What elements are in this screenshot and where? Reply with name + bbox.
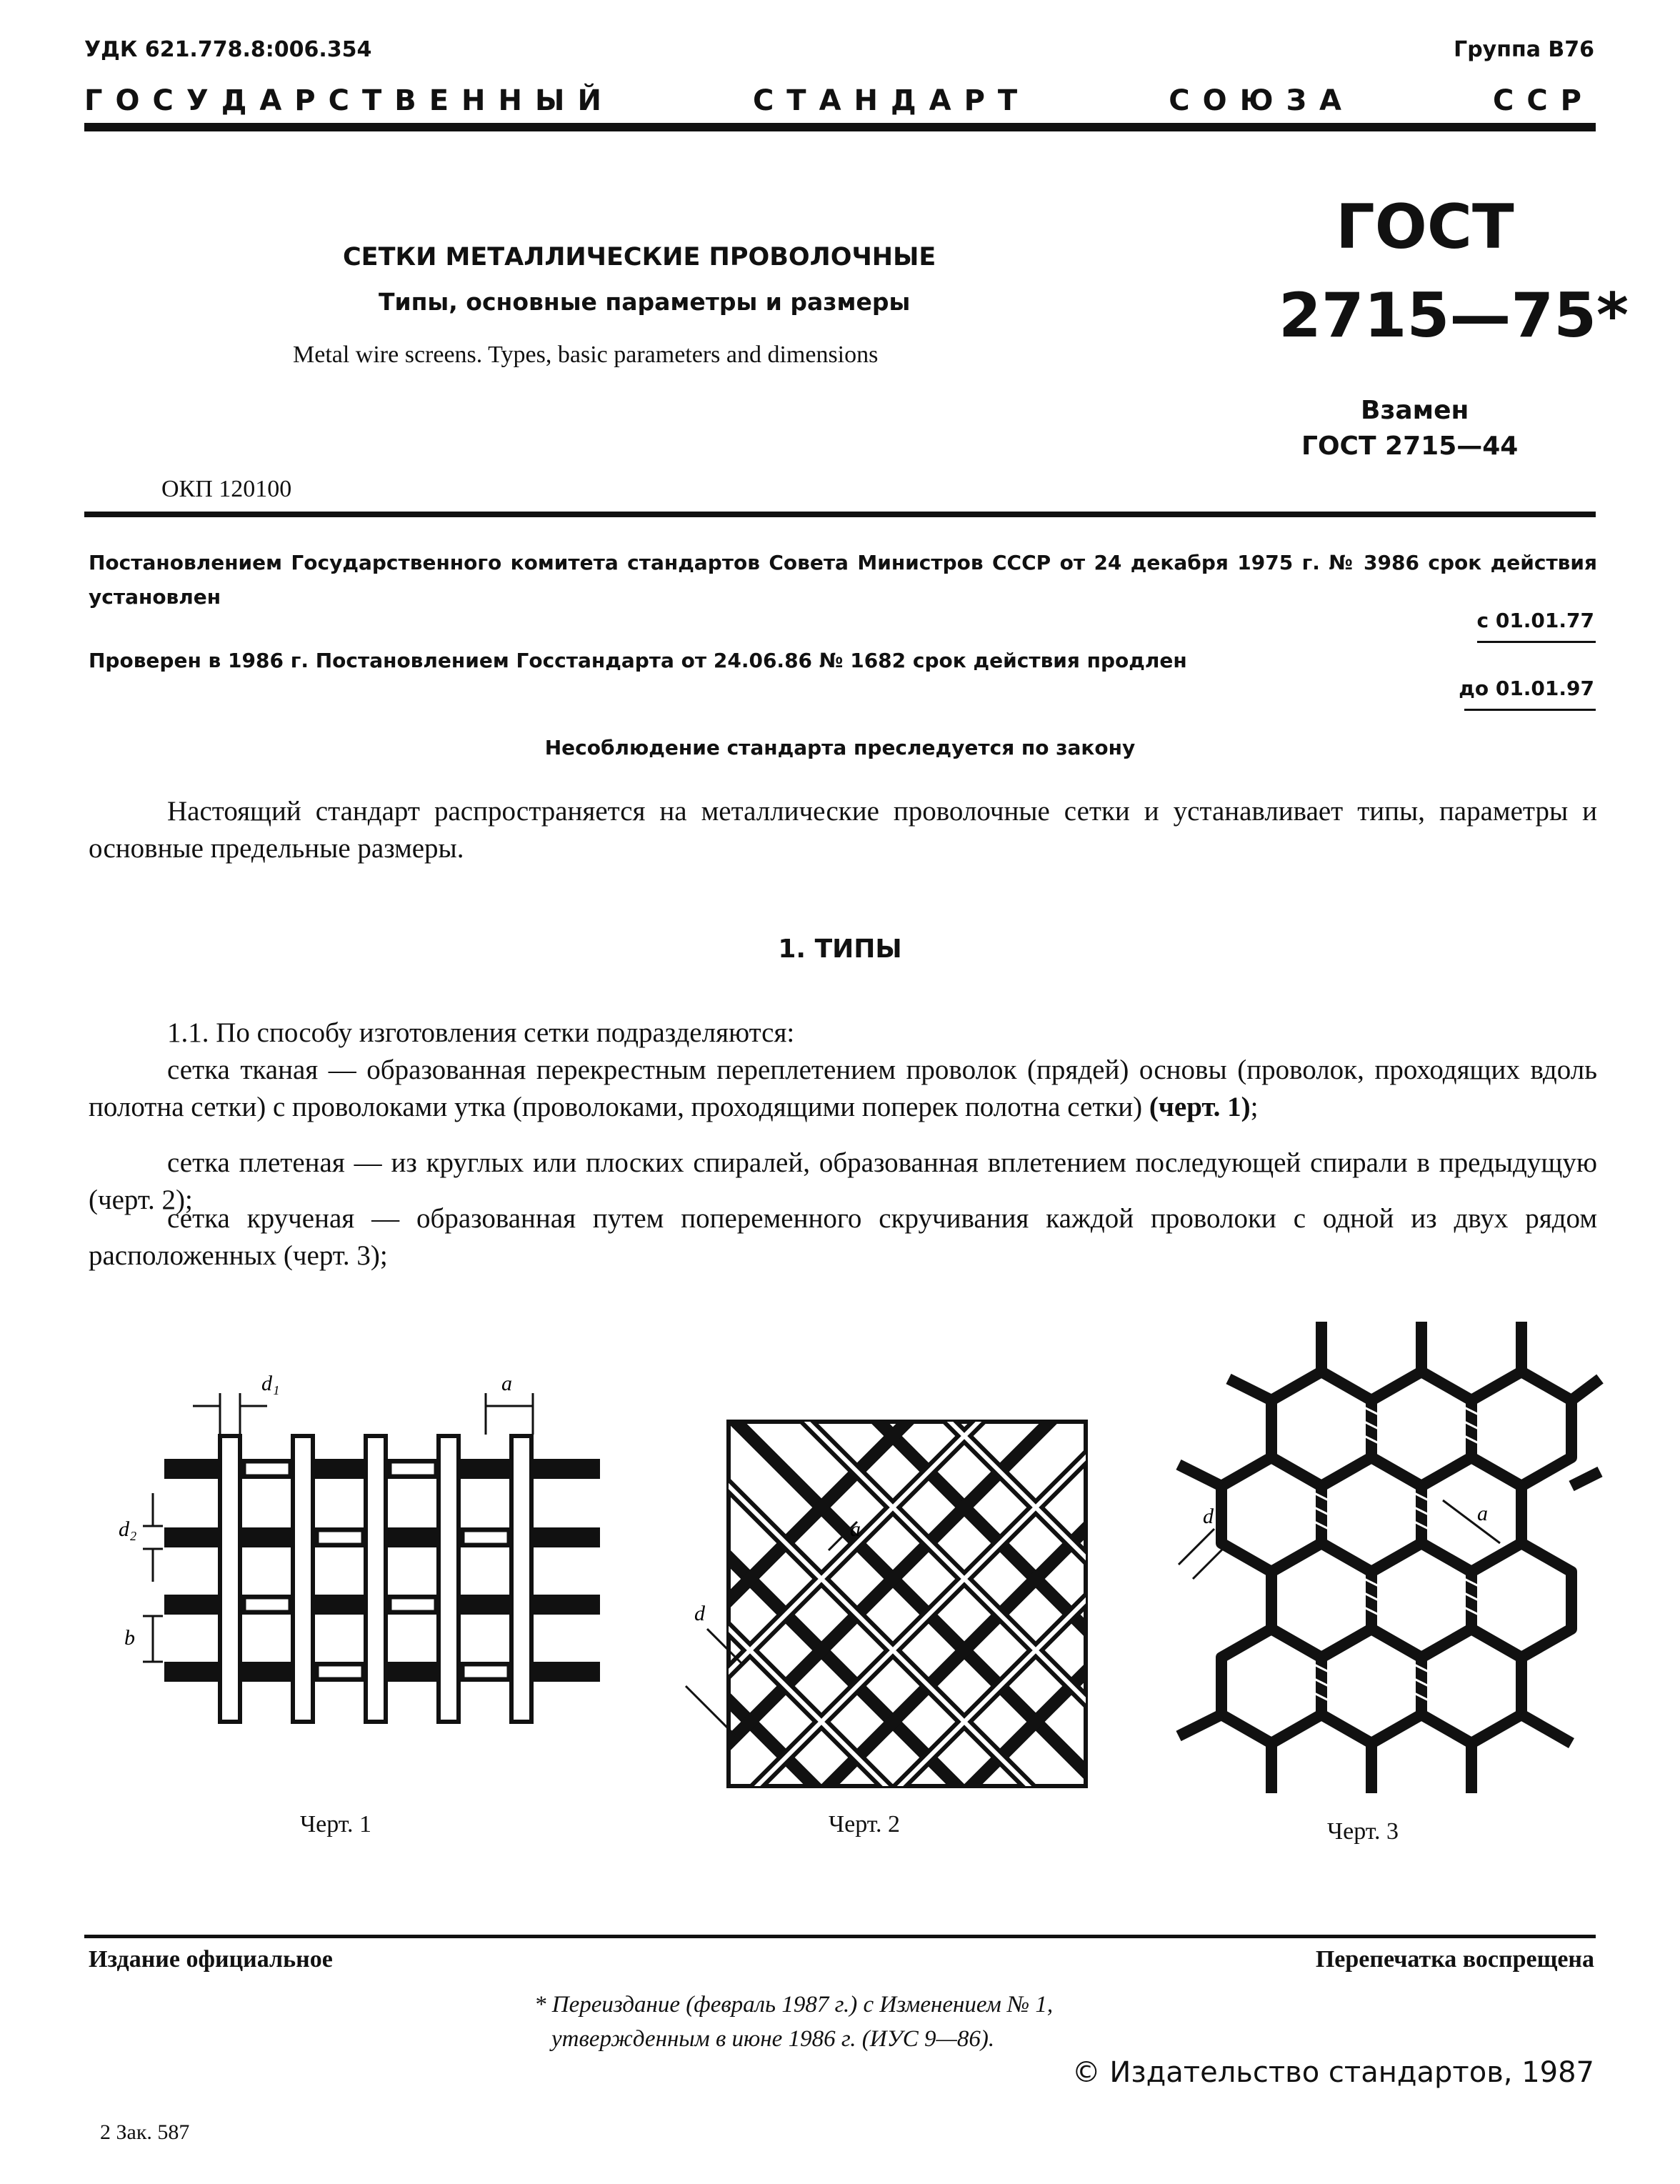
legal-warning: Несоблюдение стандарта преследуется по закону <box>544 736 1136 759</box>
woven-fig-ref: (черт. 1) <box>1149 1092 1251 1122</box>
dim-label-a: a <box>850 1517 861 1541</box>
twisted-definition: сетка крученая — образованная путем попеременного скручивания каждой проволоки с одной из двух рядом расположенных (черт. 3); <box>89 1203 1597 1271</box>
replaces-label: Взамен <box>1361 396 1469 425</box>
title-bottom-rule <box>84 512 1596 517</box>
valid-from-date: с 01.01.77 <box>1476 609 1594 632</box>
banner-word: ССР <box>1492 84 1594 117</box>
clause-1-1: 1.1. По способу изготовления сетки подразделяются: <box>167 1017 795 1048</box>
dim-label-a: a <box>501 1372 512 1395</box>
banner-word: СТАНДАРТ <box>752 84 1031 117</box>
section-heading: 1. ТИПЫ <box>778 934 902 964</box>
until-date-underline <box>1464 709 1596 711</box>
dim-label-d: d <box>694 1602 705 1625</box>
valid-until-date: до 01.01.97 <box>1459 677 1594 700</box>
figure-3-twisted-mesh <box>1171 1293 1600 1807</box>
hexagon-cells <box>1221 1372 1571 1743</box>
dim-label-d1: d₁ <box>261 1372 280 1395</box>
reissue-note-line2: утвержденным в июне 1986 г. (ИУС 9—86). <box>551 2026 995 2052</box>
woven-definition <box>89 1052 1597 1126</box>
banner-word: СОЮЗА <box>1169 84 1354 117</box>
banner-word: ГОСУДАРСТВЕННЫЙ <box>84 84 614 117</box>
header-thick-rule <box>84 123 1596 131</box>
state-standard-banner <box>84 84 1594 117</box>
no-reprint-notice: Перепечатка воспрещена <box>1315 1946 1594 1973</box>
gost-label: ГОСТ <box>1336 191 1514 263</box>
braided-definition: сетка плетеная — из круглых или плоских спиралей, образованная вплетением последующей спирали в предыдущую (черт. 2); <box>89 1147 1597 1215</box>
dim-label-d: d <box>1203 1505 1214 1528</box>
title-english: Metal wire screens. Types, basic parameters and dimensions <box>293 341 879 368</box>
figure-1-caption: Черт. 1 <box>300 1811 372 1838</box>
figure-3-caption: Черт. 3 <box>1327 1818 1399 1845</box>
copyright: © Издательство стандартов, 1987 <box>1071 2056 1594 2089</box>
dim-label-b: b <box>124 1626 135 1650</box>
gost-number: 2715—75* <box>1279 280 1629 351</box>
figure-2-caption: Черт. 2 <box>829 1811 901 1838</box>
group-code: Группа В76 <box>1454 37 1594 62</box>
intro-paragraph: Настоящий стандарт распространяется на металлические проволочные сетки и устанавливает типы, параметры и основные предельные размеры. <box>89 796 1597 864</box>
title-main: СЕТКИ МЕТАЛЛИЧЕСКИЕ ПРОВОЛОЧНЫЕ <box>343 243 936 271</box>
title-sub: Типы, основные параметры и размеры <box>379 288 911 316</box>
checked-text: Проверен в 1986 г. Постановлением Госстандарта от 24.06.86 № 1682 срок действия продлен <box>89 649 1187 672</box>
decree-text: Постановлением Государственного комитета стандартов Совета Министров СССР от 24 декабря 1975 г. № 3986 срок действия установлен <box>89 551 1597 609</box>
print-order: 2 Зак. 587 <box>100 2120 190 2144</box>
woven-end: ; <box>1250 1092 1259 1122</box>
dim-label-a: a <box>1477 1502 1488 1525</box>
dim-label-d2: d₂ <box>119 1517 137 1541</box>
official-edition: Издание официальное <box>89 1946 333 1973</box>
footer-rule <box>84 1935 1596 1938</box>
from-date-underline <box>1477 641 1596 643</box>
replaces-standard: ГОСТ 2715—44 <box>1301 432 1519 461</box>
figure-1-woven-mesh <box>114 1365 629 1765</box>
woven-text: сетка тканая — образованная перекрестным переплетением проволок (прядей) основы (проволок, проходящих вдоль полотна сетки) с проволоками утка (проволоками, проходящими поперек полотна сетки) <box>89 1054 1597 1122</box>
okp-code: ОКП 120100 <box>161 476 292 502</box>
udk-code: УДК 621.778.8:006.354 <box>84 37 372 62</box>
reissue-note-line1: * Переиздание (февраль 1987 г.) с Изменением № 1, <box>534 1992 1054 2018</box>
figure-2-braided-mesh <box>643 1400 1086 1800</box>
